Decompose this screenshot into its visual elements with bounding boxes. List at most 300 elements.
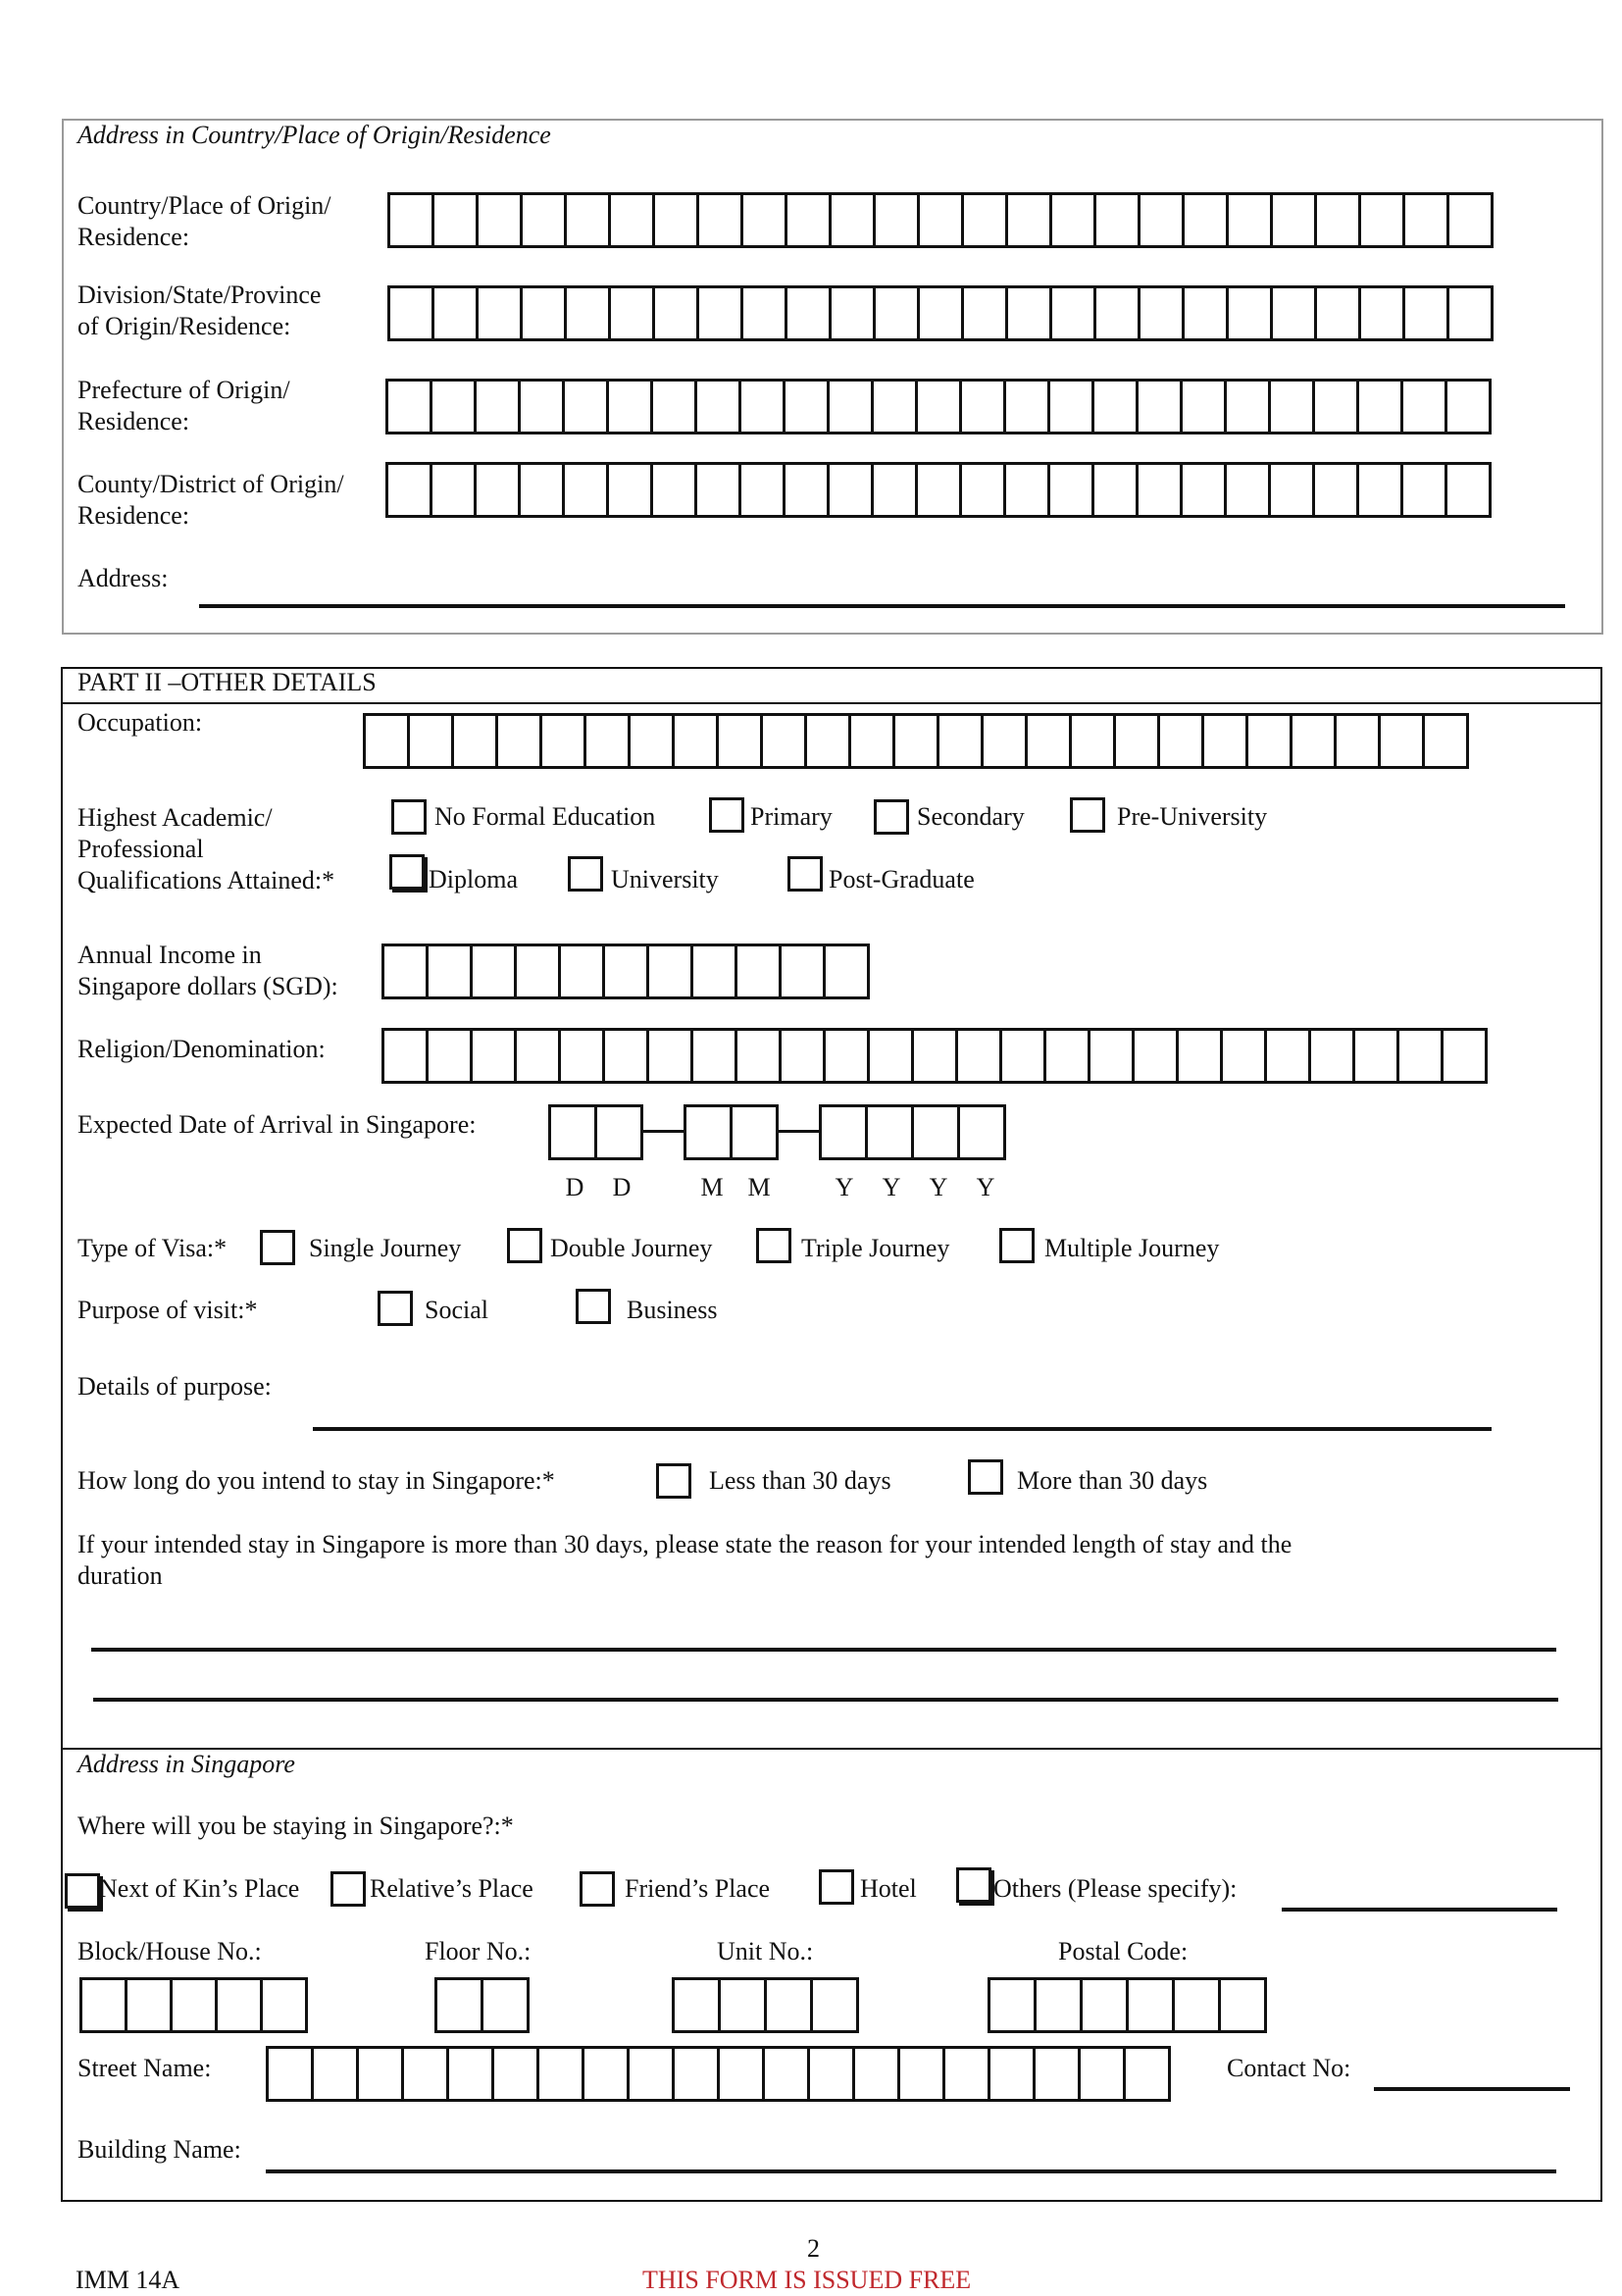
purpose-business-label: Business [627, 1296, 718, 1324]
char-box[interactable] [1441, 1028, 1488, 1084]
char-box[interactable] [1356, 462, 1403, 518]
date-format-y3: Y [929, 1173, 948, 1201]
char-box[interactable] [594, 1104, 643, 1160]
char-box[interactable] [1003, 462, 1050, 518]
char-box[interactable] [1226, 285, 1273, 341]
char-box[interactable] [829, 192, 876, 248]
char-box[interactable] [1402, 285, 1449, 341]
char-box[interactable] [1270, 192, 1317, 248]
char-box[interactable] [738, 379, 786, 434]
char-box[interactable] [650, 379, 697, 434]
char-box[interactable] [562, 379, 609, 434]
char-box[interactable] [387, 285, 434, 341]
purpose-business-checkbox[interactable] [576, 1289, 611, 1324]
char-box[interactable] [942, 2046, 990, 2102]
qual-no-formal-checkbox[interactable] [391, 799, 427, 835]
char-box[interactable] [564, 285, 611, 341]
char-box[interactable] [1445, 379, 1492, 434]
char-box[interactable] [514, 944, 561, 999]
char-box[interactable] [696, 285, 743, 341]
street-boxes[interactable] [266, 2046, 1168, 2102]
char-box[interactable] [652, 192, 699, 248]
char-box[interactable] [1182, 285, 1229, 341]
date-format-y4: Y [976, 1173, 995, 1201]
char-box[interactable] [387, 192, 434, 248]
char-box[interactable] [602, 1028, 649, 1084]
char-box[interactable] [1446, 192, 1494, 248]
contact-label: Contact No: [1227, 2054, 1351, 2082]
char-box[interactable] [514, 1028, 561, 1084]
place-friend-label: Friend’s Place [625, 1874, 771, 1903]
char-box[interactable] [1088, 1028, 1135, 1084]
char-box[interactable] [520, 192, 567, 248]
char-box[interactable] [955, 1028, 1002, 1084]
date-format-y1: Y [835, 1173, 854, 1201]
part2-title: PART II –OTHER DETAILS [77, 668, 377, 696]
visa-label: Type of Visa:* [77, 1234, 228, 1262]
char-box[interactable] [1025, 713, 1072, 769]
char-box[interactable] [911, 1104, 960, 1160]
place-hotel-checkbox[interactable] [819, 1869, 854, 1905]
char-box[interactable] [696, 192, 743, 248]
char-box[interactable] [1005, 192, 1052, 248]
char-box[interactable] [1312, 379, 1359, 434]
char-box[interactable] [606, 462, 653, 518]
qual-diploma-checkbox[interactable] [389, 854, 425, 890]
char-box[interactable] [1172, 1977, 1221, 2033]
division-boxes[interactable] [387, 285, 1491, 341]
purpose-label: Purpose of visit:* [77, 1296, 258, 1324]
char-box[interactable] [961, 285, 1008, 341]
char-box[interactable] [476, 192, 523, 248]
visa-double-label: Double Journey [550, 1234, 713, 1262]
visa-triple-label: Triple Journey [801, 1234, 950, 1262]
qual-no-formal-label: No Formal Education [434, 802, 656, 831]
char-box[interactable] [827, 462, 874, 518]
details-purpose-line[interactable] [313, 1427, 1492, 1431]
char-box[interactable] [606, 379, 653, 434]
block-label: Block/House No.: [77, 1937, 262, 1965]
char-box[interactable] [740, 192, 787, 248]
origin-address-heading: Address in Country/Place of Origin/Residence [77, 121, 551, 149]
building-label: Building Name: [77, 2135, 241, 2164]
char-box[interactable] [407, 713, 454, 769]
char-box[interactable] [628, 713, 675, 769]
stay-more-checkbox[interactable] [968, 1459, 1003, 1495]
char-box[interactable] [937, 713, 984, 769]
char-box[interactable] [917, 192, 964, 248]
char-box[interactable] [401, 2046, 449, 2102]
char-box[interactable] [785, 285, 832, 341]
place-relative-label: Relative’s Place [370, 1874, 533, 1903]
char-box[interactable] [426, 1028, 473, 1084]
char-box[interactable] [852, 2046, 900, 2102]
stay-less-checkbox[interactable] [656, 1463, 691, 1499]
char-box[interactable] [1043, 1028, 1090, 1084]
prefecture-boxes[interactable] [385, 379, 1489, 434]
char-box[interactable] [311, 2046, 359, 2102]
place-others-line[interactable] [1282, 1908, 1557, 1912]
char-box[interactable] [717, 2046, 765, 2102]
char-box[interactable] [558, 944, 605, 999]
qual-university-checkbox[interactable] [568, 856, 603, 892]
char-box[interactable] [892, 713, 939, 769]
char-box[interactable] [981, 713, 1028, 769]
details-purpose-label: Details of purpose: [77, 1372, 272, 1401]
char-box[interactable] [1220, 1028, 1267, 1084]
char-box[interactable] [564, 192, 611, 248]
char-box[interactable] [740, 285, 787, 341]
char-box[interactable] [652, 285, 699, 341]
qual-preuniversity-checkbox[interactable] [1070, 797, 1105, 833]
char-box[interactable] [779, 1028, 826, 1084]
visa-multiple-checkbox[interactable] [999, 1228, 1035, 1263]
char-box[interactable] [760, 713, 807, 769]
char-box[interactable] [1201, 713, 1248, 769]
char-box[interactable] [608, 285, 655, 341]
char-box[interactable] [762, 2046, 810, 2102]
qual-postgraduate-label: Post-Graduate [829, 865, 975, 893]
char-box[interactable] [957, 1104, 1006, 1160]
char-box[interactable] [694, 462, 741, 518]
char-box[interactable] [1138, 285, 1185, 341]
stay-less-label: Less than 30 days [709, 1466, 891, 1495]
char-box[interactable] [518, 379, 565, 434]
char-box[interactable] [1123, 2046, 1171, 2102]
char-box[interactable] [356, 2046, 404, 2102]
arrival-day-boxes[interactable] [548, 1104, 640, 1160]
char-box[interactable] [1312, 462, 1359, 518]
char-box[interactable] [558, 1028, 605, 1084]
char-box[interactable] [1358, 192, 1405, 248]
char-box[interactable] [1136, 462, 1183, 518]
char-box[interactable] [917, 285, 964, 341]
char-box[interactable] [1180, 379, 1227, 434]
qual-preuniversity-label: Pre-University [1117, 802, 1268, 831]
division-label: Division/State/Province of Origin/Residence: [77, 281, 322, 340]
char-box[interactable] [865, 1104, 914, 1160]
page-number: 2 [807, 2234, 820, 2263]
qual-university-label: University [611, 865, 719, 893]
char-box[interactable] [1308, 1028, 1355, 1084]
char-box[interactable] [873, 285, 920, 341]
income-boxes[interactable] [381, 944, 867, 999]
char-box[interactable] [694, 379, 741, 434]
char-box[interactable] [434, 1977, 483, 2033]
qual-postgraduate-checkbox[interactable] [787, 856, 823, 892]
char-box[interactable] [810, 1977, 859, 2033]
char-box[interactable] [470, 944, 517, 999]
char-box[interactable] [583, 713, 631, 769]
char-box[interactable] [823, 1028, 870, 1084]
char-box[interactable] [1270, 285, 1317, 341]
char-box[interactable] [1005, 285, 1052, 341]
char-box[interactable] [735, 944, 782, 999]
char-box[interactable] [470, 1028, 517, 1084]
char-box[interactable] [1091, 462, 1139, 518]
char-box[interactable] [848, 713, 895, 769]
char-box[interactable] [430, 462, 477, 518]
char-box[interactable] [1422, 713, 1469, 769]
arrival-year-boxes[interactable] [819, 1104, 1003, 1160]
char-box[interactable] [1047, 462, 1094, 518]
country-boxes[interactable] [387, 192, 1491, 248]
char-box[interactable] [807, 2046, 855, 2102]
place-next-of-kin-checkbox[interactable] [65, 1873, 100, 1909]
visa-double-checkbox[interactable] [507, 1228, 542, 1263]
char-box[interactable] [959, 462, 1006, 518]
religion-label: Religion/Denomination: [77, 1035, 326, 1063]
char-box[interactable] [730, 1104, 779, 1160]
qual-primary-checkbox[interactable] [709, 797, 744, 833]
char-box[interactable] [476, 285, 523, 341]
building-line[interactable] [266, 2169, 1556, 2173]
char-box[interactable] [1078, 2046, 1126, 2102]
where-stay-label: Where will you be staying in Singapore?:* [77, 1811, 514, 1840]
county-label: County/District of Origin/ Residence: [77, 470, 344, 530]
char-box[interactable] [1352, 1028, 1399, 1084]
street-label: Street Name: [77, 2054, 212, 2082]
char-box[interactable] [1226, 192, 1273, 248]
reason-line-1[interactable] [91, 1648, 1556, 1652]
arrival-month-boxes[interactable] [684, 1104, 776, 1160]
char-box[interactable] [1047, 379, 1094, 434]
char-box[interactable] [646, 1028, 693, 1084]
block-boxes[interactable] [79, 1977, 305, 2033]
char-box[interactable] [260, 1977, 308, 2033]
country-label: Country/Place of Origin/ Residence: [77, 191, 331, 251]
char-box[interactable] [125, 1977, 173, 2033]
char-box[interactable] [1314, 192, 1361, 248]
char-box[interactable] [915, 379, 962, 434]
char-box[interactable] [1264, 1028, 1311, 1084]
char-box[interactable] [827, 379, 874, 434]
occupation-boxes[interactable] [363, 713, 1466, 769]
char-box[interactable] [1093, 192, 1140, 248]
contact-line[interactable] [1374, 2087, 1570, 2091]
char-box[interactable] [431, 285, 479, 341]
place-others-label: Others (Please specify): [993, 1874, 1238, 1903]
arrival-dash-1 [640, 1130, 684, 1133]
char-box[interactable] [266, 2046, 314, 2102]
char-box[interactable] [1157, 713, 1204, 769]
arrival-dash-2 [776, 1130, 820, 1133]
char-box[interactable] [1180, 462, 1227, 518]
char-box[interactable] [764, 1977, 813, 2033]
char-box[interactable] [1446, 285, 1494, 341]
county-boxes[interactable] [385, 462, 1489, 518]
char-box[interactable] [915, 462, 962, 518]
date-format-d1: D [565, 1173, 584, 1201]
char-box[interactable] [718, 1977, 767, 2033]
char-box[interactable] [871, 462, 918, 518]
qual-primary-label: Primary [750, 802, 833, 831]
char-box[interactable] [911, 1028, 958, 1084]
floor-label: Floor No.: [425, 1937, 532, 1965]
char-box[interactable] [1358, 285, 1405, 341]
char-box[interactable] [690, 944, 737, 999]
char-box[interactable] [1400, 379, 1447, 434]
char-box[interactable] [474, 379, 521, 434]
char-box[interactable] [650, 462, 697, 518]
char-box[interactable] [1093, 285, 1140, 341]
char-box[interactable] [672, 713, 719, 769]
visa-triple-checkbox[interactable] [756, 1228, 791, 1263]
char-box[interactable] [1334, 713, 1381, 769]
char-box[interactable] [684, 1104, 733, 1160]
date-format-m2: M [747, 1173, 771, 1201]
visa-single-checkbox[interactable] [260, 1230, 295, 1265]
char-box[interactable] [363, 713, 410, 769]
char-box[interactable] [738, 462, 786, 518]
char-box[interactable] [1224, 462, 1271, 518]
postal-label: Postal Code: [1058, 1937, 1189, 1965]
address-label: Address: [77, 564, 169, 592]
char-box[interactable] [988, 1977, 1037, 2033]
char-box[interactable] [539, 713, 586, 769]
char-box[interactable] [1224, 379, 1271, 434]
postal-boxes[interactable] [988, 1977, 1264, 2033]
char-box[interactable] [1445, 462, 1492, 518]
char-box[interactable] [735, 1028, 782, 1084]
prefecture-label: Prefecture of Origin/ Residence: [77, 376, 290, 435]
char-box[interactable] [1268, 379, 1315, 434]
occupation-label: Occupation: [77, 708, 203, 737]
char-box[interactable] [1268, 462, 1315, 518]
char-box[interactable] [1290, 713, 1337, 769]
char-box[interactable] [779, 944, 826, 999]
char-box[interactable] [1049, 285, 1096, 341]
char-box[interactable] [548, 1104, 597, 1160]
char-box[interactable] [520, 285, 567, 341]
char-box[interactable] [1080, 1977, 1129, 2033]
char-box[interactable] [446, 2046, 494, 2102]
char-box[interactable] [481, 1977, 530, 2033]
char-box[interactable] [491, 2046, 539, 2102]
char-box[interactable] [602, 944, 649, 999]
char-box[interactable] [495, 713, 542, 769]
char-box[interactable] [1069, 713, 1116, 769]
place-friend-checkbox[interactable] [580, 1871, 615, 1907]
char-box[interactable] [783, 462, 830, 518]
char-box[interactable] [1218, 1977, 1267, 2033]
unit-label: Unit No.: [717, 1937, 814, 1965]
char-box[interactable] [518, 462, 565, 518]
char-box[interactable] [215, 1977, 263, 2033]
char-box[interactable] [646, 944, 693, 999]
qual-secondary-checkbox[interactable] [874, 799, 909, 835]
char-box[interactable] [804, 713, 851, 769]
char-box[interactable] [1126, 1977, 1175, 2033]
char-box[interactable] [783, 379, 830, 434]
religion-boxes[interactable] [381, 1028, 1485, 1084]
place-others-checkbox[interactable] [956, 1867, 991, 1903]
char-box[interactable] [170, 1977, 218, 2033]
place-hotel-label: Hotel [860, 1874, 917, 1903]
char-box[interactable] [1400, 462, 1447, 518]
unit-boxes[interactable] [672, 1977, 856, 2033]
char-box[interactable] [672, 2046, 720, 2102]
char-box[interactable] [1003, 379, 1050, 434]
char-box[interactable] [999, 1028, 1046, 1084]
place-relative-checkbox[interactable] [330, 1871, 366, 1907]
char-box[interactable] [451, 713, 498, 769]
address-line[interactable] [199, 604, 1565, 608]
char-box[interactable] [430, 379, 477, 434]
char-box[interactable] [1176, 1028, 1223, 1084]
char-box[interactable] [690, 1028, 737, 1084]
char-box[interactable] [829, 285, 876, 341]
char-box[interactable] [897, 2046, 945, 2102]
arrival-label: Expected Date of Arrival in Singapore: [77, 1110, 477, 1139]
char-box[interactable] [1245, 713, 1293, 769]
char-box[interactable] [536, 2046, 584, 2102]
char-box[interactable] [1113, 713, 1160, 769]
part2-title-divider [61, 702, 1602, 704]
char-box[interactable] [431, 192, 479, 248]
char-box[interactable] [474, 462, 521, 518]
floor-boxes[interactable] [434, 1977, 527, 2033]
char-box[interactable] [873, 192, 920, 248]
char-box[interactable] [672, 1977, 721, 2033]
char-box[interactable] [562, 462, 609, 518]
char-box[interactable] [959, 379, 1006, 434]
purpose-social-checkbox[interactable] [378, 1291, 413, 1326]
char-box[interactable] [1049, 192, 1096, 248]
char-box[interactable] [823, 944, 870, 999]
qual-secondary-label: Secondary [917, 802, 1025, 831]
char-box[interactable] [871, 379, 918, 434]
char-box[interactable] [1378, 713, 1425, 769]
char-box[interactable] [1033, 2046, 1081, 2102]
char-box[interactable] [79, 1977, 127, 2033]
char-box[interactable] [1402, 192, 1449, 248]
char-box[interactable] [1034, 1977, 1083, 2033]
char-box[interactable] [819, 1104, 868, 1160]
char-box[interactable] [961, 192, 1008, 248]
char-box[interactable] [385, 379, 432, 434]
date-format-m1: M [700, 1173, 724, 1201]
char-box[interactable] [1314, 285, 1361, 341]
visa-single-label: Single Journey [309, 1234, 462, 1262]
char-box[interactable] [627, 2046, 675, 2102]
char-box[interactable] [716, 713, 763, 769]
char-box[interactable] [608, 192, 655, 248]
char-box[interactable] [582, 2046, 630, 2102]
char-box[interactable] [1132, 1028, 1179, 1084]
char-box[interactable] [385, 462, 432, 518]
reason-line-2[interactable] [93, 1698, 1558, 1702]
purpose-social-label: Social [425, 1296, 488, 1324]
char-box[interactable] [381, 1028, 429, 1084]
char-box[interactable] [426, 944, 473, 999]
visa-multiple-label: Multiple Journey [1044, 1234, 1220, 1262]
qualification-label: Highest Academic/ Professional Qualifications Attained:* [77, 803, 335, 894]
part2-section [61, 667, 1602, 2202]
char-box[interactable] [1182, 192, 1229, 248]
issued-free-notice: THIS FORM IS ISSUED FREE [642, 2266, 972, 2294]
date-format-d2: D [612, 1173, 632, 1201]
char-box[interactable] [1396, 1028, 1444, 1084]
char-box[interactable] [1136, 379, 1183, 434]
char-box[interactable] [1356, 379, 1403, 434]
char-box[interactable] [867, 1028, 914, 1084]
char-box[interactable] [381, 944, 429, 999]
char-box[interactable] [785, 192, 832, 248]
char-box[interactable] [1138, 192, 1185, 248]
char-box[interactable] [988, 2046, 1036, 2102]
char-box[interactable] [1091, 379, 1139, 434]
